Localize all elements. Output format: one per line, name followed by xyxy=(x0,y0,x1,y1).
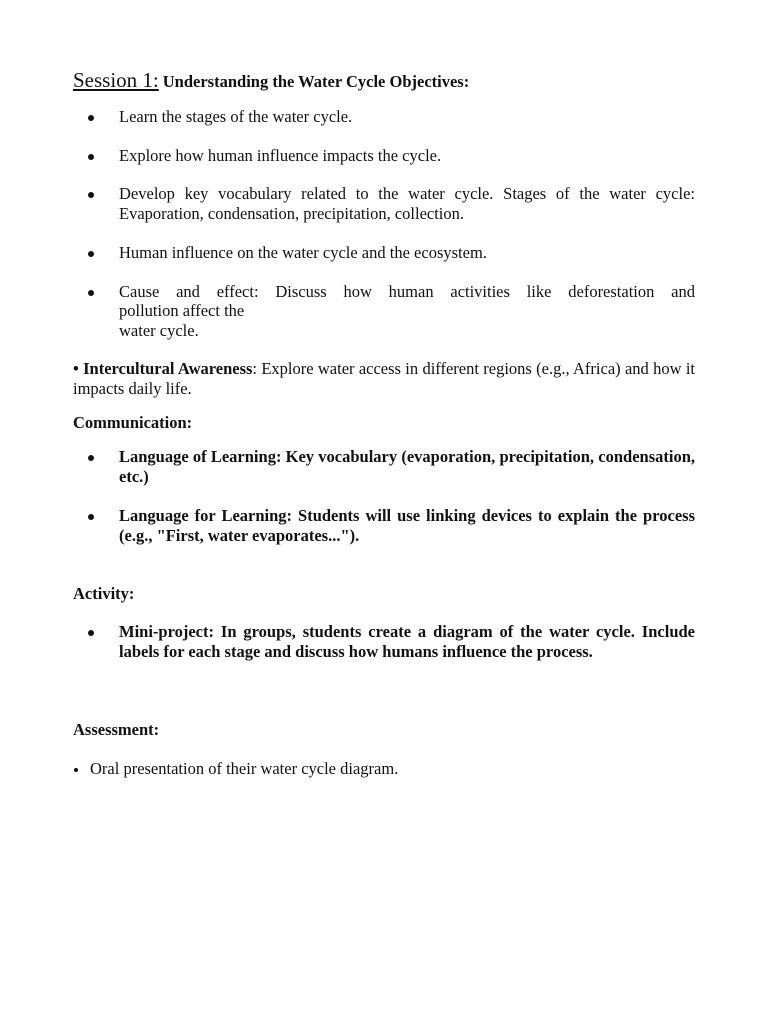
bullet-icon xyxy=(74,768,78,772)
activity-heading: Activity: xyxy=(73,584,135,603)
intercultural-bullet: • xyxy=(73,359,79,378)
bullet-icon xyxy=(88,154,94,160)
bullet-icon xyxy=(88,251,94,257)
objective-text: Explore how human influence impacts the cycle. xyxy=(119,146,442,165)
cause-effect-line-3: water cycle. xyxy=(119,321,199,340)
communication-item: Language of Learning: Key vocabulary (evaporation, precipitation, condensation, etc.) xyxy=(119,447,695,486)
intercultural-awareness xyxy=(73,359,695,398)
bullet-icon xyxy=(88,630,94,636)
objective-text: Develop key vocabulary related to the water cycle. Stages of the water cycle: Evaporation, condensation, precipitation, collection. xyxy=(119,184,695,223)
communication-item: Language for Learning: Students will use linking devices to explain the process (e.g., "First, water evaporates..."). xyxy=(119,506,695,545)
bullet-icon xyxy=(88,290,94,296)
communication-heading: Communication: xyxy=(73,413,193,432)
session-title: Understanding the Water Cycle Objectives: xyxy=(162,72,470,91)
session-heading xyxy=(73,68,469,93)
cause-effect-line-2: pollution affect the xyxy=(119,301,245,320)
bullet-icon xyxy=(88,514,94,520)
assessment-item: Oral presentation of their water cycle diagram. xyxy=(90,759,399,778)
objective-text: Human influence on the water cycle and the ecosystem. xyxy=(119,243,487,262)
activity-item: Mini-project: In groups, students create a diagram of the water cycle. Include labels for each stage and discuss how humans influence the process. xyxy=(119,622,695,661)
bullet-icon xyxy=(88,455,94,461)
assessment-heading: Assessment: xyxy=(73,720,160,739)
bullet-icon xyxy=(88,192,94,198)
bullet-icon xyxy=(88,115,94,121)
intercultural-label: Intercultural Awareness xyxy=(83,359,253,378)
cause-effect-line-1: Cause and effect: Discuss how human activities like deforestation and xyxy=(119,282,695,301)
objective-text: Learn the stages of the water cycle. xyxy=(119,107,353,126)
intercultural-text: : Explore water access in different regions (e.g., Africa) and how it impacts daily life. xyxy=(73,359,695,398)
session-label: Session 1: xyxy=(73,68,159,92)
